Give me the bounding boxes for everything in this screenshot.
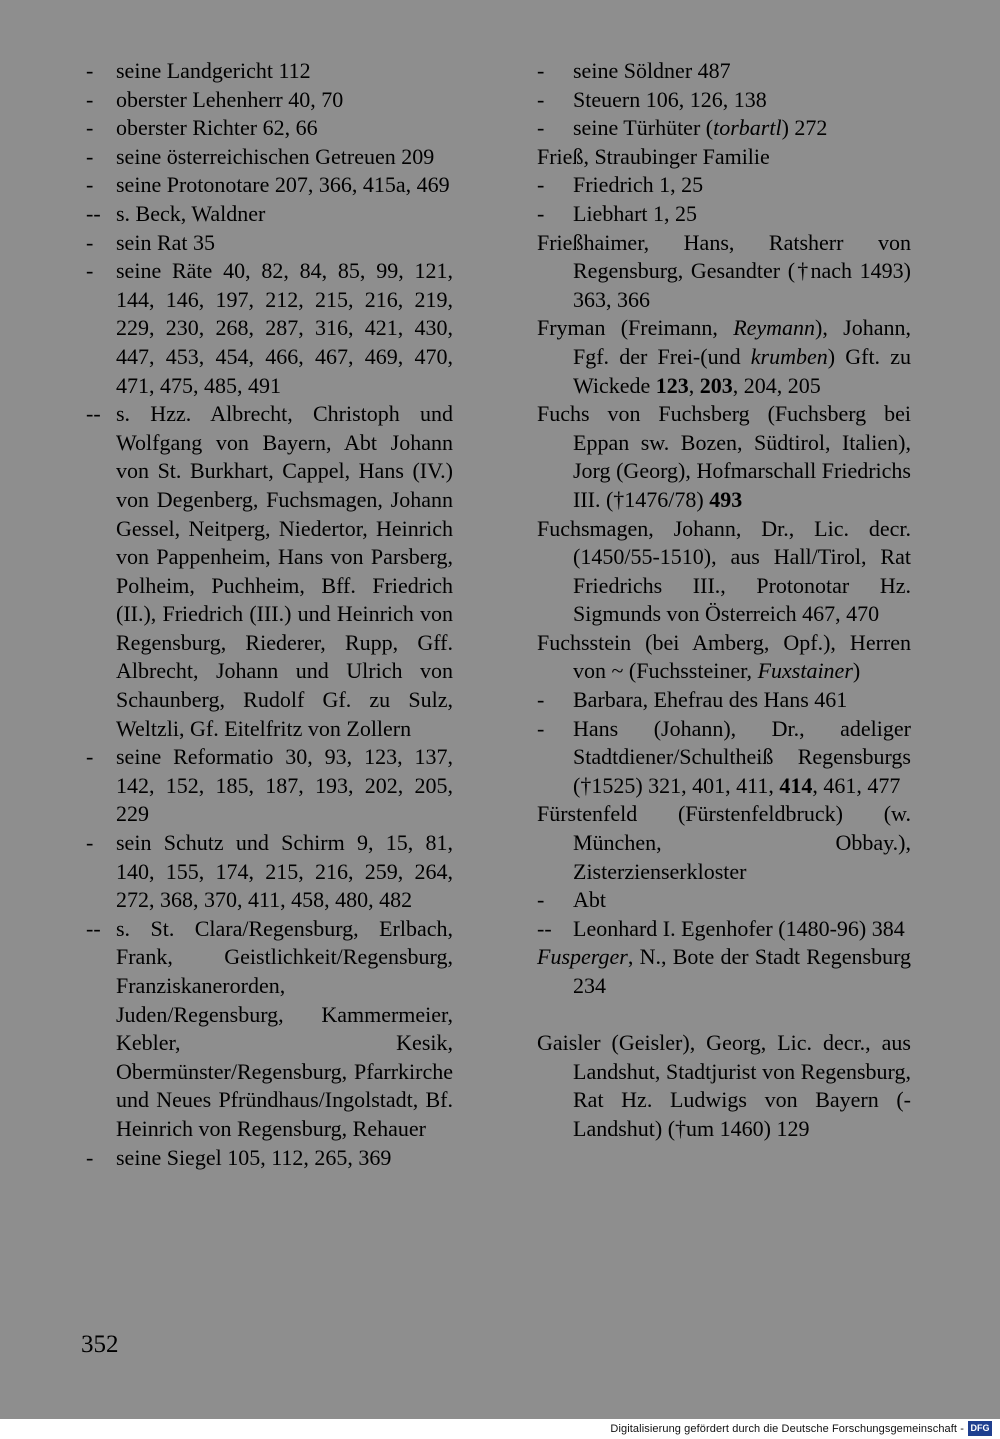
entry-text: seine österreichischen Getreuen 209	[116, 143, 435, 169]
entry-text: sein Schutz und Schirm 9, 15, 81, 140, 155, 174, 215, 216, 259, 264, 272, 368, 370, 411, 458, 480, 482	[116, 830, 453, 913]
index-subentry	[80, 229, 453, 258]
index-subentry	[80, 114, 453, 143]
index-subentry	[80, 143, 453, 172]
index-column-right	[537, 57, 911, 1144]
index-subentry	[537, 171, 911, 200]
entry-text: Fryman (Freimann, Reymann), Johann, Fgf. der Frei-(und krumben) Gft. zu Wickede 123, 203, 204, 205	[537, 315, 911, 398]
index-subentry	[80, 1144, 453, 1173]
index-entry	[537, 143, 911, 172]
entry-dash: -	[86, 143, 94, 169]
entry-text: seine Landgericht 112	[116, 58, 311, 83]
entry-text: s. Hzz. Albrecht, Christoph und Wolfgang von Bayern, Abt Johann von St. Burkhart, Cappel, Hans (IV.) von Degenberg, Fuchsmagen, Johann Gessel, Neitperg, Niedertor, Heinrich von Pappenheim, Hans von Parsberg, Polheim, Puchheim, Bff. Friedrich (II.), Friedrich (III.) und Heinrich von Regensburg, Riederer, Rupp, Gff. Albrecht, Johann und Ulrich von Schaunberg, Rudolf Gf. zu Sulz, Weltzli, Gf. Eitelfritz von Zollern	[116, 401, 453, 741]
entry-text: Fuchsmagen, Johann, Dr., Lic. decr. (1450/55-1510), aus Hall/Tirol, Rat Friedrichs III., Protonotar Hz. Sigmunds von Österreich 467, 470	[537, 515, 911, 627]
index-subentry	[80, 400, 453, 743]
entry-spacer	[537, 1001, 911, 1030]
index-subentry	[80, 743, 453, 829]
entry-dash: --	[537, 915, 552, 941]
index-subentry	[537, 200, 911, 229]
entry-dash: --	[86, 200, 101, 226]
entry-dash: -	[537, 58, 545, 83]
index-subentry	[537, 114, 911, 143]
entry-dash: -	[86, 830, 94, 856]
entry-text: Frieß, Straubinger Familie	[537, 143, 770, 169]
entry-dash: -	[86, 744, 94, 770]
entry-text: seine Siegel 105, 112, 265, 369	[116, 1144, 392, 1170]
index-entry	[537, 943, 911, 1000]
entry-text: Fusperger, N., Bote der Stadt Regensburg 234	[537, 944, 911, 998]
index-subentry	[80, 86, 453, 115]
entry-text: oberster Richter 62, 66	[116, 115, 318, 141]
entry-dash: -	[537, 115, 545, 141]
entry-text: Liebhart 1, 25	[573, 200, 698, 226]
entry-text: Frießhaimer, Hans, Ratsherr von Regensburg, Gesandter (†nach 1493) 363, 366	[537, 229, 911, 312]
entry-text: Barbara, Ehefrau des Hans 461	[573, 687, 848, 713]
index-subentry	[537, 57, 911, 86]
entry-text: seine Räte 40, 82, 84, 85, 99, 121, 144, 146, 197, 212, 215, 216, 219, 229, 230, 268, 287, 316, 421, 430, 447, 453, 454, 466, 467, 469, 470, 471, 475, 485, 491	[116, 258, 453, 398]
index-subentry	[537, 886, 911, 915]
entry-dash: -	[86, 229, 94, 255]
entry-dash: -	[86, 172, 94, 198]
entry-text: s. Beck, Waldner	[116, 200, 266, 226]
entry-text: Gaisler (Geisler), Georg, Lic. decr., aus Landshut, Stadtjurist von Regensburg, Rat Hz. Ludwigs von Bayern (-Landshut) (†um 1460) 129	[537, 1030, 911, 1141]
index-subentry	[537, 686, 911, 715]
entry-dash: -	[86, 258, 94, 284]
index-subentry	[80, 171, 453, 200]
entry-text: seine Reformatio 30, 93, 123, 137, 142, 152, 185, 187, 193, 202, 205, 229	[116, 744, 453, 827]
footer-text: Digitalisierung gefördert durch die Deutsche Forschungsgemeinschaft -	[610, 1423, 964, 1435]
entry-dash: -	[86, 115, 94, 141]
entry-dash: -	[537, 687, 545, 713]
entry-dash: --	[86, 915, 101, 941]
entry-text: Fuchs von Fuchsberg (Fuchsberg bei Eppan sw. Bozen, Südtirol, Italien), Jorg (Georg), Hofmarschall Friedrichs III. (†1476/78) 493	[537, 401, 911, 512]
index-subentry	[80, 200, 453, 229]
index-entry	[537, 800, 911, 886]
entry-dash: --	[86, 401, 101, 427]
entry-text: Hans (Johann), Dr., adeliger Stadtdiener/Schultheiß Regensburgs (†1525) 321, 401, 411, 414, 461, 477	[573, 715, 911, 798]
entry-dash: -	[537, 172, 545, 198]
index-entry	[537, 229, 911, 315]
index-entry	[537, 400, 911, 514]
page-number: 352	[81, 1331, 119, 1358]
index-subentry	[537, 915, 911, 944]
entry-dash: -	[537, 86, 545, 112]
entry-dash: -	[537, 200, 545, 226]
entry-text: Steuern 106, 126, 138	[573, 86, 767, 112]
entry-text: seine Türhüter (torbartl) 272	[573, 115, 828, 141]
index-subentry	[80, 257, 453, 400]
entry-text: Abt	[573, 887, 606, 913]
entry-dash: -	[537, 715, 545, 741]
entry-text: Fuchsstein (bei Amberg, Opf.), Herren von ~ (Fuchssteiner, Fuxstainer)	[537, 629, 911, 684]
index-subentry	[537, 86, 911, 115]
footer-bar	[0, 1419, 1000, 1439]
entry-text: sein Rat 35	[116, 229, 215, 255]
index-subentry	[80, 915, 453, 1144]
index-entry	[537, 314, 911, 400]
index-entry	[537, 629, 911, 686]
entry-text: seine Söldner 487	[573, 58, 731, 83]
dfg-logo: DFG	[968, 1421, 992, 1436]
entry-text: s. St. Clara/Regensburg, Erlbach, Frank, Geistlichkeit/Regensburg, Franziskanerorden, Juden/Regensburg, Kammermeier, Kebler, Kesik, Obermünster/Regensburg, Pfarrkirche und Neues Pfründhaus/Ingolstadt, Bf. Heinrich von Regensburg, Rehauer	[116, 915, 453, 1141]
index-subentry	[80, 57, 453, 86]
index-subentry	[537, 715, 911, 801]
entry-dash: -	[537, 887, 545, 913]
entry-text: Friedrich 1, 25	[573, 172, 704, 198]
index-subentry	[80, 829, 453, 915]
index-entry	[537, 1029, 911, 1143]
index-entry	[537, 515, 911, 629]
entry-text: seine Protonotare 207, 366, 415a, 469	[116, 172, 450, 198]
index-column-left	[80, 57, 453, 1172]
entry-text: Leonhard I. Egenhofer (1480-96) 384	[573, 915, 905, 941]
entry-text: Fürstenfeld (Fürstenfeldbruck) (w. München, Obbay.), Zisterzienserkloster	[537, 801, 911, 884]
entry-dash: -	[86, 58, 94, 83]
entry-text: oberster Lehenherr 40, 70	[116, 86, 344, 112]
entry-dash: -	[86, 86, 94, 112]
entry-dash: -	[86, 1144, 94, 1170]
